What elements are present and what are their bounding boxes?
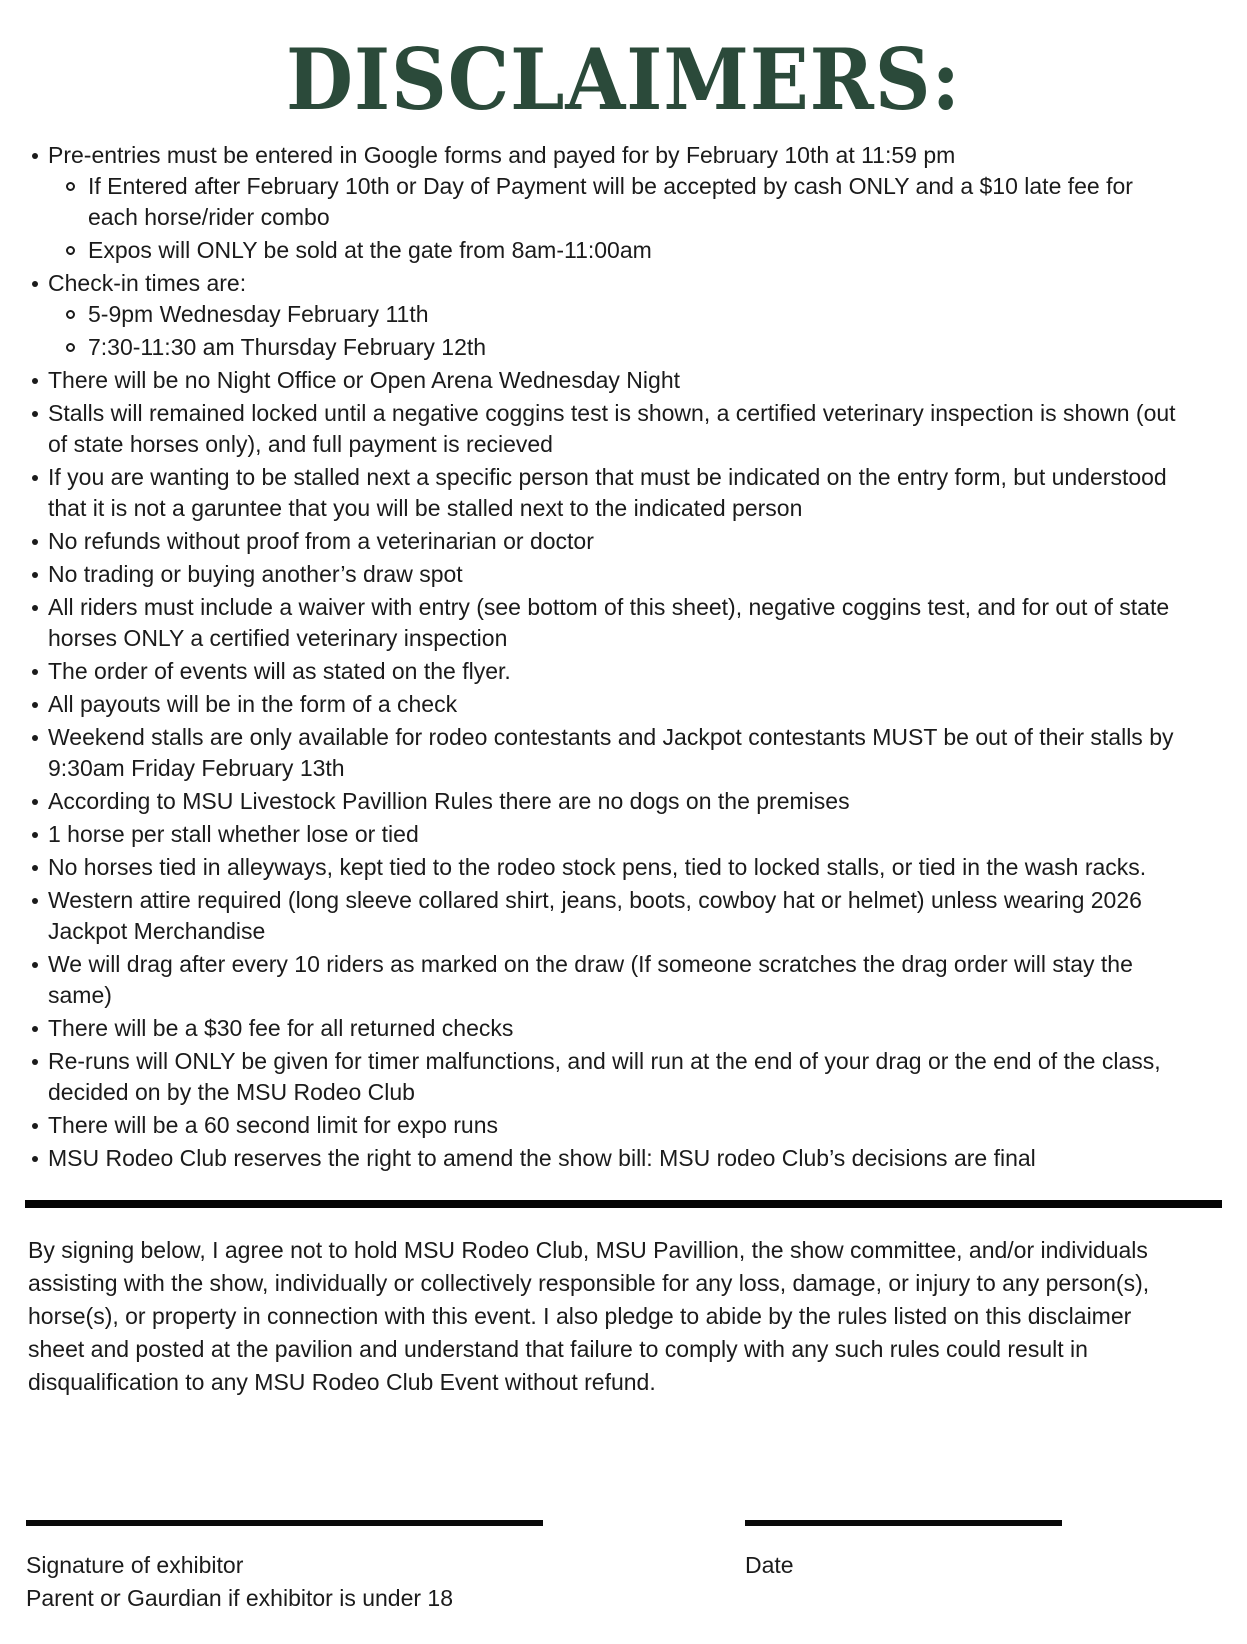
guardian-label: Parent or Gaurdian if exhibitor is under 18 (26, 1585, 454, 1611)
date-label: Date (745, 1552, 794, 1578)
list-item: Western attire required (long sleeve collared shirt, jeans, boots, cowboy hat or helmet) unless wearing 2026 Jackpot Merchandise (28, 885, 1189, 947)
list-item: 1 horse per stall whether lose or tied (28, 819, 1189, 850)
disclaimer-document-page (0, 30, 1247, 1644)
list-item: According to MSU Livestock Pavillion Rules there are no dogs on the premises (28, 786, 1189, 817)
sub-list (48, 171, 1189, 266)
list-item: Weekend stalls are only available for rodeo contestants and Jackpot contestants MUST be out of their stalls by 9:30am Friday February 13th (28, 722, 1189, 784)
signature-line (26, 1520, 543, 1526)
list-item-text: Check-in times are: (48, 270, 247, 296)
sub-list-item: If Entered after February 10th or Day of Payment will be accepted by cash ONLY and a $10 late fee for each horse/rider combo (66, 171, 1189, 233)
list-item: There will be a $30 fee for all returned checks (28, 1013, 1189, 1044)
list-item (28, 140, 1189, 266)
list-item: All payouts will be in the form of a check (28, 689, 1189, 720)
section-divider (25, 1200, 1222, 1208)
agreement-paragraph: By signing below, I agree not to hold MSU Rodeo Club, MSU Pavillion, the show committee, and/or individuals assisting with the show, individually or collectively responsible for any loss, damage, or injury to any person(s), horse(s), or property in connection with this event. I also pledge to abide by the rules listed on this disclaimer sheet and posted at the pavilion and understand that failure to comply with any such rules could result in disqualification to any MSU Rodeo Club Event without refund. (28, 1237, 1150, 1395)
list-item: No horses tied in alleyways, kept tied to the rodeo stock pens, tied to locked stalls, or tied in the wash racks. (28, 852, 1189, 883)
list-item-text: Pre-entries must be entered in Google forms and payed for by February 10th at 11:59 pm (48, 142, 956, 168)
list-item: Stalls will remained locked until a negative coggins test is shown, a certified veterinary inspection is shown (out of state horses only), and full payment is recieved (28, 398, 1189, 460)
sub-list (48, 299, 1189, 363)
signature-area (0, 1520, 1247, 1615)
list-item: If you are wanting to be stalled next a specific person that must be indicated on the entry form, but understood that it is not a garuntee that you will be stalled next to the indicated person (28, 462, 1189, 524)
page-title: DISCLAIMERS: (286, 30, 961, 129)
list-item: The order of events will as stated on the flyer. (28, 656, 1189, 687)
sub-list-item: 7:30-11:30 am Thursday February 12th (66, 332, 1189, 363)
list-item: All riders must include a waiver with entry (see bottom of this sheet), negative coggins test, and for out of state horses ONLY a certified veterinary inspection (28, 592, 1189, 654)
signature-label: Signature of exhibitor (26, 1552, 244, 1578)
list-item: We will drag after every 10 riders as marked on the draw (If someone scratches the drag order will stay the same) (28, 949, 1189, 1011)
exhibitor-signature-block (26, 1520, 543, 1615)
list-item: MSU Rodeo Club reserves the right to amend the show bill: MSU rodeo Club’s decisions are final (28, 1143, 1189, 1174)
sub-list-item: Expos will ONLY be sold at the gate from 8am-11:00am (66, 235, 1189, 266)
list-item: Re-runs will ONLY be given for timer malfunctions, and will run at the end of your drag or the end of the class, decided on by the MSU Rodeo Club (28, 1046, 1189, 1108)
sub-list-item: 5-9pm Wednesday February 11th (66, 299, 1189, 330)
list-item (28, 268, 1189, 363)
date-line (745, 1520, 1062, 1526)
list-item: No refunds without proof from a veterinarian or doctor (28, 526, 1189, 557)
list-item: There will be a 60 second limit for expo runs (28, 1110, 1189, 1141)
list-item: No trading or buying another’s draw spot (28, 559, 1189, 590)
date-block (745, 1520, 1062, 1615)
list-item: There will be no Night Office or Open Arena Wednesday Night (28, 365, 1189, 396)
disclaimer-list (0, 140, 1247, 1174)
